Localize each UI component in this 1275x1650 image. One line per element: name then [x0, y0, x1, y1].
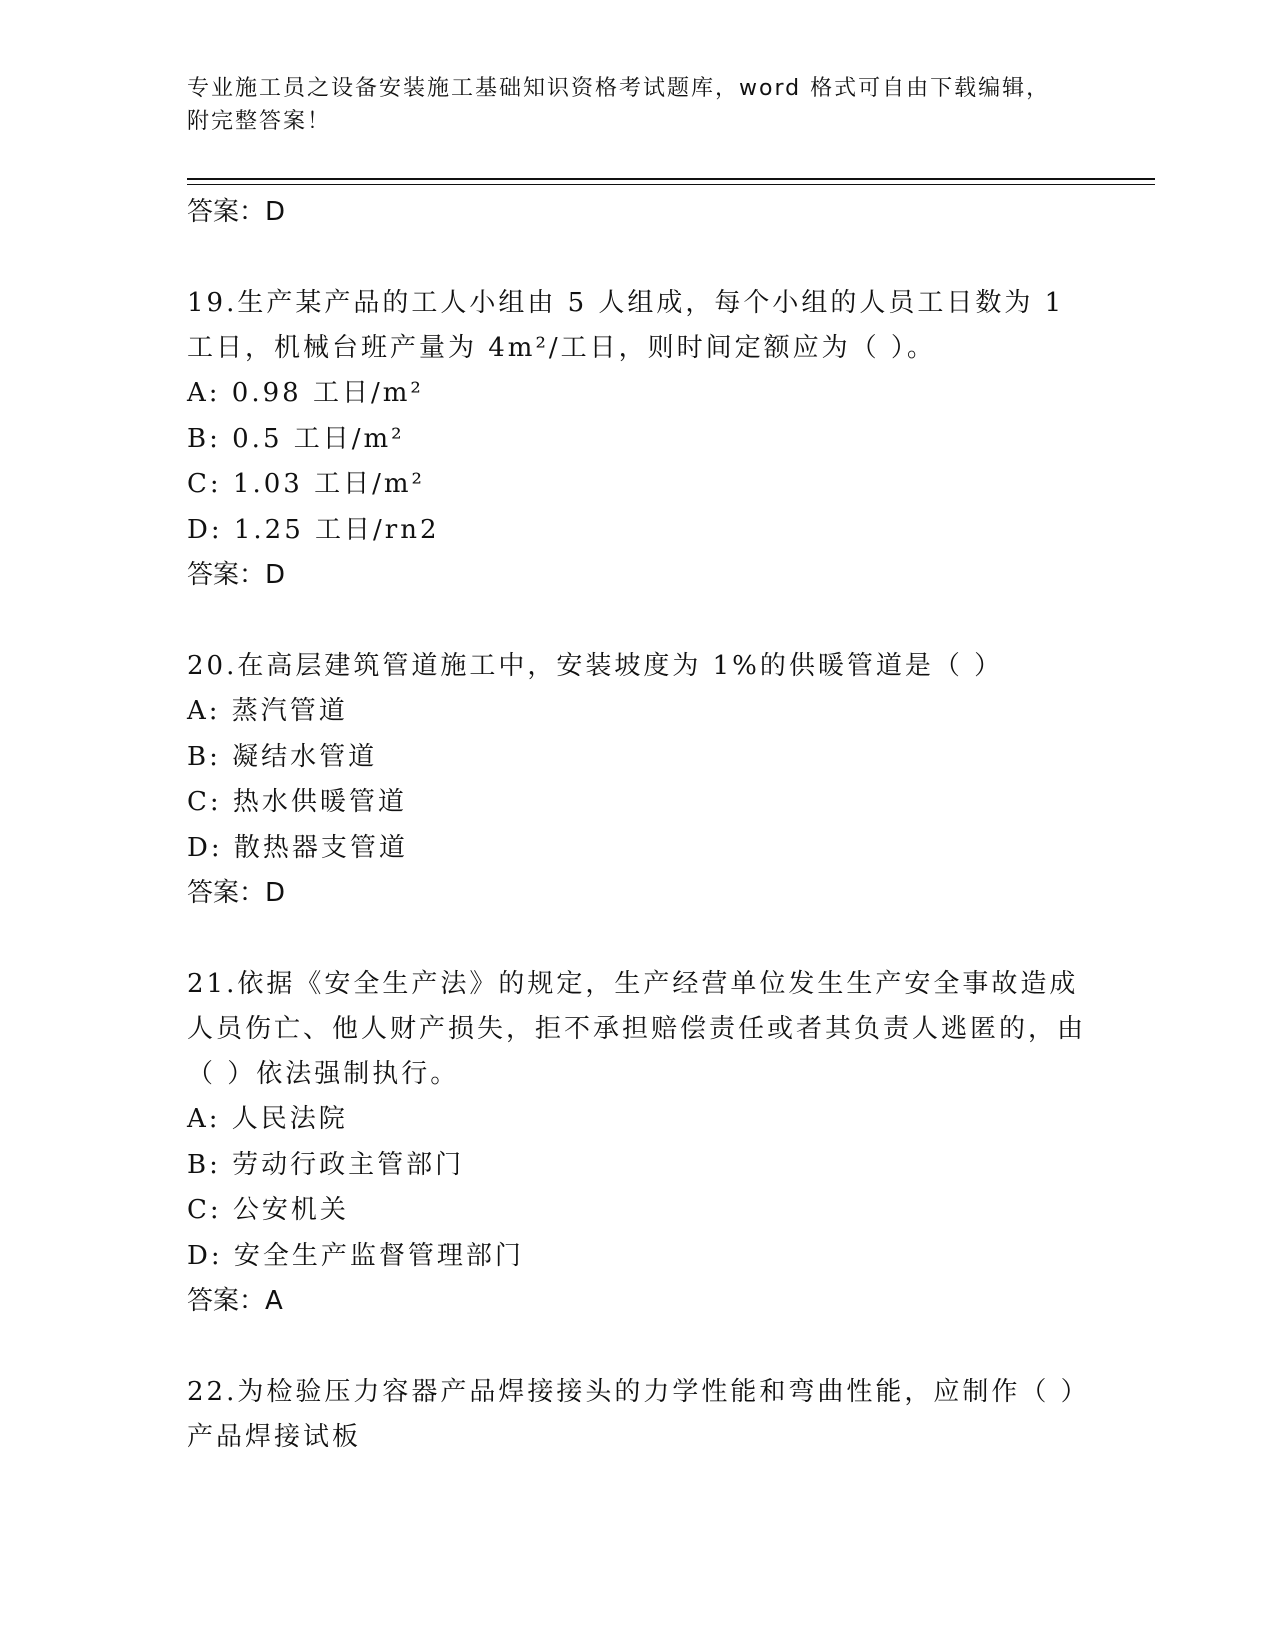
answer-line: 答案：A — [187, 1286, 283, 1316]
answer-line: 答案：D — [187, 560, 286, 590]
option-c: C: 热水供暖管道 — [187, 787, 407, 817]
document-header: 专业施工员之设备安装施工基础知识资格考试题库，word 格式可自由下载编辑，附完整答案！ — [187, 76, 1051, 134]
question-20 — [187, 644, 1087, 916]
option-b: B: 劳动行政主管部门 — [187, 1149, 465, 1180]
header-divider-thin — [187, 184, 1155, 185]
option-b: B: 凝结水管道 — [187, 741, 378, 772]
question-stem: 21.依据《安全生产法》的规定，生产经营单位发生生产安全事故造成人员伤亡、他人财产损失，拒不承担赔偿责任或者其负责人逃匿的，由（ ）依法强制执行。 — [187, 969, 1087, 1089]
option-d: D: 散热器支管道 — [187, 832, 408, 863]
question-stem: 20.在高层建筑管道施工中，安装坡度为 1%的供暖管道是（ ） — [187, 651, 1004, 681]
option-d: D: 安全生产监督管理部门 — [187, 1240, 524, 1271]
option-c: C: 1.03 工日/m² — [187, 469, 425, 499]
answer-line: 答案：D — [187, 197, 286, 227]
option-a: A: 蒸汽管道 — [187, 696, 348, 726]
question-list — [187, 190, 1087, 1460]
option-a: A: 人民法院 — [187, 1104, 348, 1134]
option-a: A: 0.98 工日/m² — [187, 378, 424, 408]
option-c: C: 公安机关 — [187, 1195, 349, 1225]
question-19 — [187, 281, 1087, 598]
question-22 — [187, 1370, 1087, 1460]
answer-line: 答案：D — [187, 878, 286, 908]
header-divider — [187, 178, 1155, 180]
question-21 — [187, 962, 1087, 1324]
option-d: D: 1.25 工日/rn2 — [187, 514, 440, 545]
question-stem: 22.为检验压力容器产品焊接接头的力学性能和弯曲性能，应制作（ ）产品焊接试板 — [187, 1377, 1077, 1452]
option-b: B: 0.5 工日/m² — [187, 423, 405, 454]
question-stem: 19.生产某产品的工人小组由 5 人组成，每个小组的人员工日数为 1 工日，机械台班产量为 4m²/工日，则时间定额应为（ ）。 — [187, 288, 1065, 363]
